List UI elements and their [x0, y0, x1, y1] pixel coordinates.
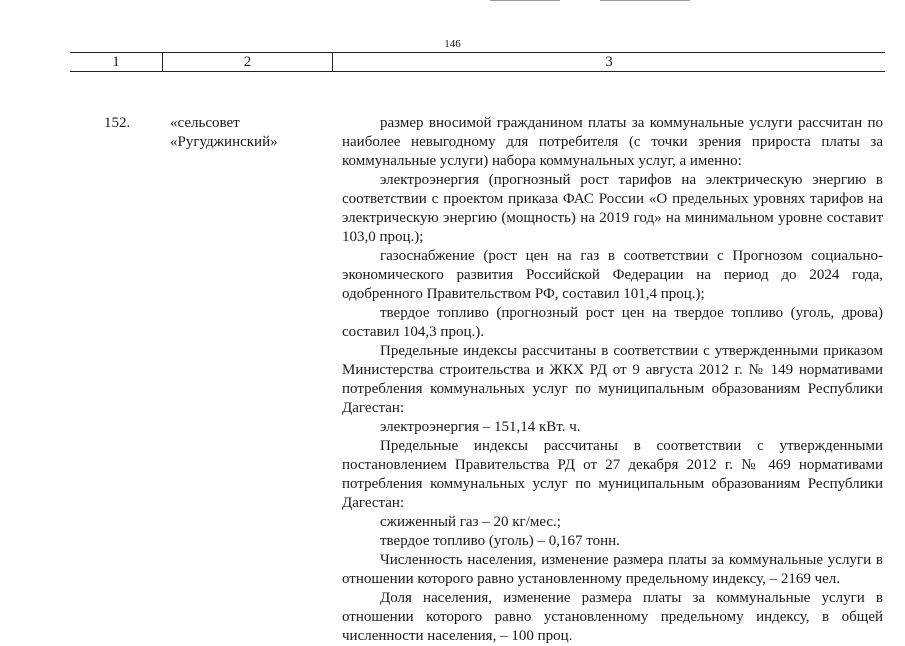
paragraph: Предельные индексы рассчитаны в соответствии с утвержденными приказом Министерства строительства и ЖКХ РД от 9 августа 2012 г. № 149 нормативами потребления коммунальных услуг по муниципальным образованиям Республики Дагестан: — [342, 343, 883, 416]
page-number: 146 — [444, 38, 461, 50]
paragraph: Численность населения, изменение размера платы за коммунальные услуги в отношении которого равно установленному предельному индексу, – 2169 чел. — [342, 552, 883, 587]
column-header-2: 2 — [163, 53, 333, 71]
paragraph: Предельные индексы рассчитаны в соответствии с утвержденными постановлением Правительства РД от 27 декабря 2012 г. № 469 нормативами потребления коммунальных услуг по муниципальным образованиям Республики Дагестан: — [342, 438, 883, 511]
paragraph: электроэнергия – 151,14 кВт. ч. — [380, 419, 581, 435]
row-number: 152. — [104, 115, 131, 131]
scan-artifact — [490, 0, 560, 1]
column-header-1: 1 — [70, 53, 163, 71]
paragraph: электроэнергия (прогнозный рост тарифов на электрическую энергию в соответствии с проектом приказа ФАС России «О предельных уровнях тарифов на электрическую энергию (мощность) на 2019 год» на минимальном уровне составит 103,0 проц.); — [342, 172, 883, 245]
municipality-line: «Ругуджинский» — [170, 134, 278, 150]
municipality-name — [170, 114, 320, 152]
paragraph: твердое топливо (уголь) – 0,167 тонн. — [380, 533, 620, 549]
paragraph: сжиженный газ – 20 кг/мес.; — [380, 514, 561, 530]
column-header-3: 3 — [605, 54, 613, 70]
paragraph: газоснабжение (рост цен на газ в соответствии с Прогнозом социально-экономического развития Российской Федерации на период до 2024 года, одобренного Правительством РФ, составил 101,4 проц.); — [342, 248, 883, 302]
municipality-line: «сельсовет — [170, 115, 240, 131]
column-header-row — [70, 52, 885, 72]
paragraph: Доля населения, изменение размера платы за коммунальные услуги в отношении которого равно установленному предельному индексу, в общей численности населения, – 100 проц. — [342, 590, 883, 644]
row-description — [342, 114, 883, 646]
paragraph: твердое топливо (прогнозный рост цен на твердое топливо (уголь, дрова) составил 104,3 проц.). — [342, 305, 883, 340]
paragraph: размер вносимой гражданином платы за коммунальные услуги рассчитан по наиболее невыгодному для потребителя (с точки зрения прироста платы за коммунальные услуги) набора коммунальных услуг, а именно: — [342, 115, 883, 169]
scan-artifact — [600, 0, 690, 1]
